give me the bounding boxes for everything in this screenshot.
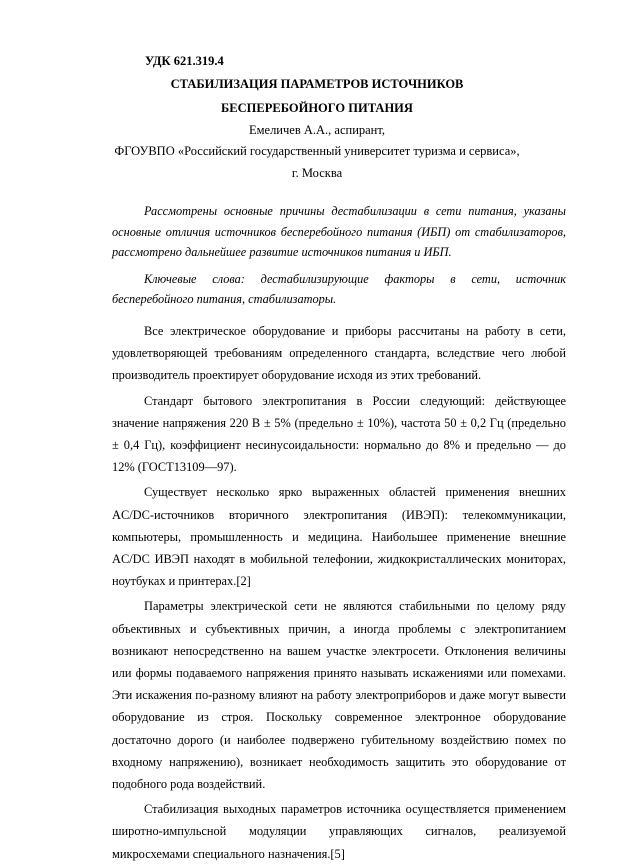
keywords-text: Ключевые слова: дестабилизирующие факторы в сети, источник бесперебойного питания, стабилизаторы. — [112, 271, 566, 306]
body-text-section — [112, 320, 566, 865]
body-paragraph-4: Параметры электрической сети не являются стабильными по целому ряду объективных и субъективных причин, а иногда проблемы с электропитанием возникают непосредственно на вашем участке электросети. Отклонения величины или формы подаваемого напряжения принято называть искажениями или помехами. Эти искажения по-разному влияют на работу электроприборов и даже могут вывести оборудование из строя. Поскольку современное электронное оборудование достаточно дорого (и наиболее подвержено губительному воздействию помех по входному напряжению), возникает необходимость защитить это оборудование от подобного рода воздействий. — [112, 599, 566, 792]
udk-code: УДК 621.319.4 — [145, 54, 224, 68]
author-line: Емеличев А.А., аспирант, — [248, 123, 386, 137]
body-paragraph-1: Все электрическое оборудование и приборы рассчитаны на работу в сети, удовлетворяющей требованиям определенного стандарта, вследствие чего любой производитель проектирует оборудование исходя из этих требований. — [112, 324, 566, 383]
abstract-text: Рассмотрены основные причины дестабилизации в сети питания, указаны основные отличия источников бесперебойного питания (ИБП) от стабилизаторов, рассмотрено дальнейшее развитие источников питания и ИБП. — [112, 204, 566, 259]
paper-title-line-1: СТАБИЛИЗАЦИЯ ПАРАМЕТРОВ ИСТОЧНИКОВ — [170, 77, 464, 91]
body-paragraph-5: Стабилизация выходных параметров источника осуществляется применением широтно-импульсной модуляции управляющих сигналов, реализуемой микросхемами специального назначения.[5] — [112, 802, 566, 861]
body-paragraph-2: Стандарт бытового электропитания в России следующий: действующее значение напряжения 220 В ± 5% (предельно ± 10%), частота 50 ± 0,2 Гц (предельно ± 0,4 Гц), коэффициент несинусоидальности: нормально до 8% и предельно — до 12% (ГОСТ13109—97). — [112, 393, 566, 475]
body-paragraph-3: Существует несколько ярко выраженных областей применения внешних AC/DC-источников вторичного электропитания (ИВЭП): телекоммуникации, компьютеры, промышленность и медицина. Наибольшее применение внешние AC/DC ИВЭП находят в мобильной телефонии, жидкокристаллических мониторах, ноутбуках и принтерах.[2] — [112, 485, 566, 589]
city-line: г. Москва — [291, 166, 343, 180]
affiliation-line: ФГОУВПО «Российский государственный университет туризма и сервиса», — [114, 144, 520, 158]
abstract-section — [112, 201, 566, 310]
paper-title-line-2: БЕСПЕРЕБОЙНОГО ПИТАНИЯ — [221, 101, 413, 115]
